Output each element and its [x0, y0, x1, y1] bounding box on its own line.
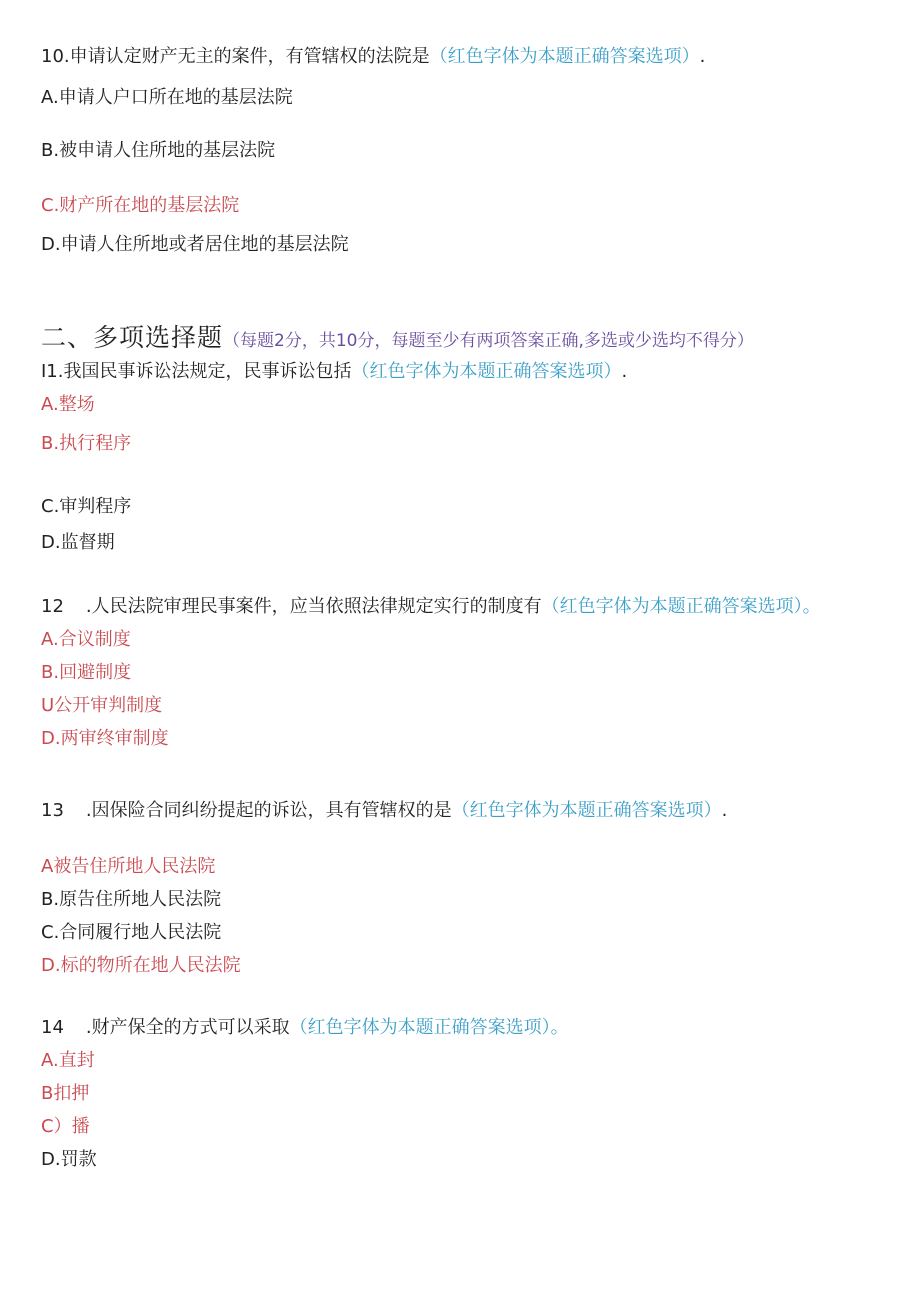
question-14-end: 。	[550, 1017, 569, 1038]
q14-option-a: A.直封	[41, 1050, 95, 1071]
question-13-text: .因保险合同纠纷提起的诉讼，具有管辖权的是	[85, 800, 452, 821]
question-14-number: 14	[41, 1017, 64, 1038]
q13-option-c: C.合同履行地人民法院	[41, 922, 222, 943]
q11-option-d: D.监督期	[41, 532, 115, 553]
question-13-hint: （红色字体为本题正确答案选项）	[451, 800, 722, 821]
q10-option-c: C.财产所在地的基层法院	[41, 195, 240, 216]
q12-option-a: A.合议制度	[41, 629, 131, 650]
question-10-text: 10.申请认定财产无主的案件，有管辖权的法院是	[41, 46, 430, 67]
q12-option-d: D.两审终审制度	[41, 728, 169, 749]
q11-option-a: A.整场	[41, 394, 95, 415]
q14-option-b: B扣押	[41, 1083, 90, 1104]
question-14-text: .财产保全的方式可以采取	[85, 1017, 290, 1038]
question-14	[41, 1016, 569, 1040]
q12-option-c: U公开审判制度	[41, 695, 163, 716]
q13-option-a: A被告住所地人民法院	[41, 856, 216, 877]
question-13-end: .	[721, 800, 728, 821]
q14-option-d: D.罚款	[41, 1149, 97, 1170]
q10-option-a: A.申请人户口所在地的基层法院	[41, 87, 293, 108]
q13-option-b: B.原告住所地人民法院	[41, 889, 222, 910]
question-10-hint: （红色字体为本题正确答案选项）	[429, 46, 700, 67]
section-heading	[41, 322, 754, 357]
question-10	[41, 45, 705, 69]
question-14-hint: （红色字体为本题正确答案选项）	[289, 1017, 551, 1038]
question-12	[41, 595, 821, 619]
question-12-end: 。	[802, 596, 821, 617]
q11-option-b: B.执行程序	[41, 433, 132, 454]
question-13	[41, 799, 727, 823]
question-10-end: .	[699, 46, 706, 67]
section-note: （每题2分，共10分，每题至少有两项答案正确,多选或少选均不得分）	[223, 331, 754, 351]
q10-option-b: B.被申请人住所地的基层法院	[41, 140, 276, 161]
question-12-hint: （红色字体为本题正确答案选项）	[541, 596, 803, 617]
q13-option-d: D.标的物所在地人民法院	[41, 955, 241, 976]
question-12-number: 12	[41, 596, 64, 617]
question-11-hint: （红色字体为本题正确答案选项）	[351, 361, 622, 382]
q12-option-b: B.回避制度	[41, 662, 132, 683]
question-11	[41, 360, 627, 384]
q14-option-c: C）播	[41, 1116, 90, 1137]
q10-option-d: D.申请人住所地或者居住地的基层法院	[41, 234, 349, 255]
question-13-number: 13	[41, 800, 64, 821]
section-title: 二、多项选择题	[41, 323, 224, 352]
q11-option-c: C.审判程序	[41, 496, 132, 517]
question-11-text: I1.我国民事诉讼法规定，民事诉讼包括	[41, 361, 352, 382]
question-12-text: .人民法院审理民事案件，应当依照法律规定实行的制度有	[85, 596, 542, 617]
question-11-end: .	[621, 361, 628, 382]
